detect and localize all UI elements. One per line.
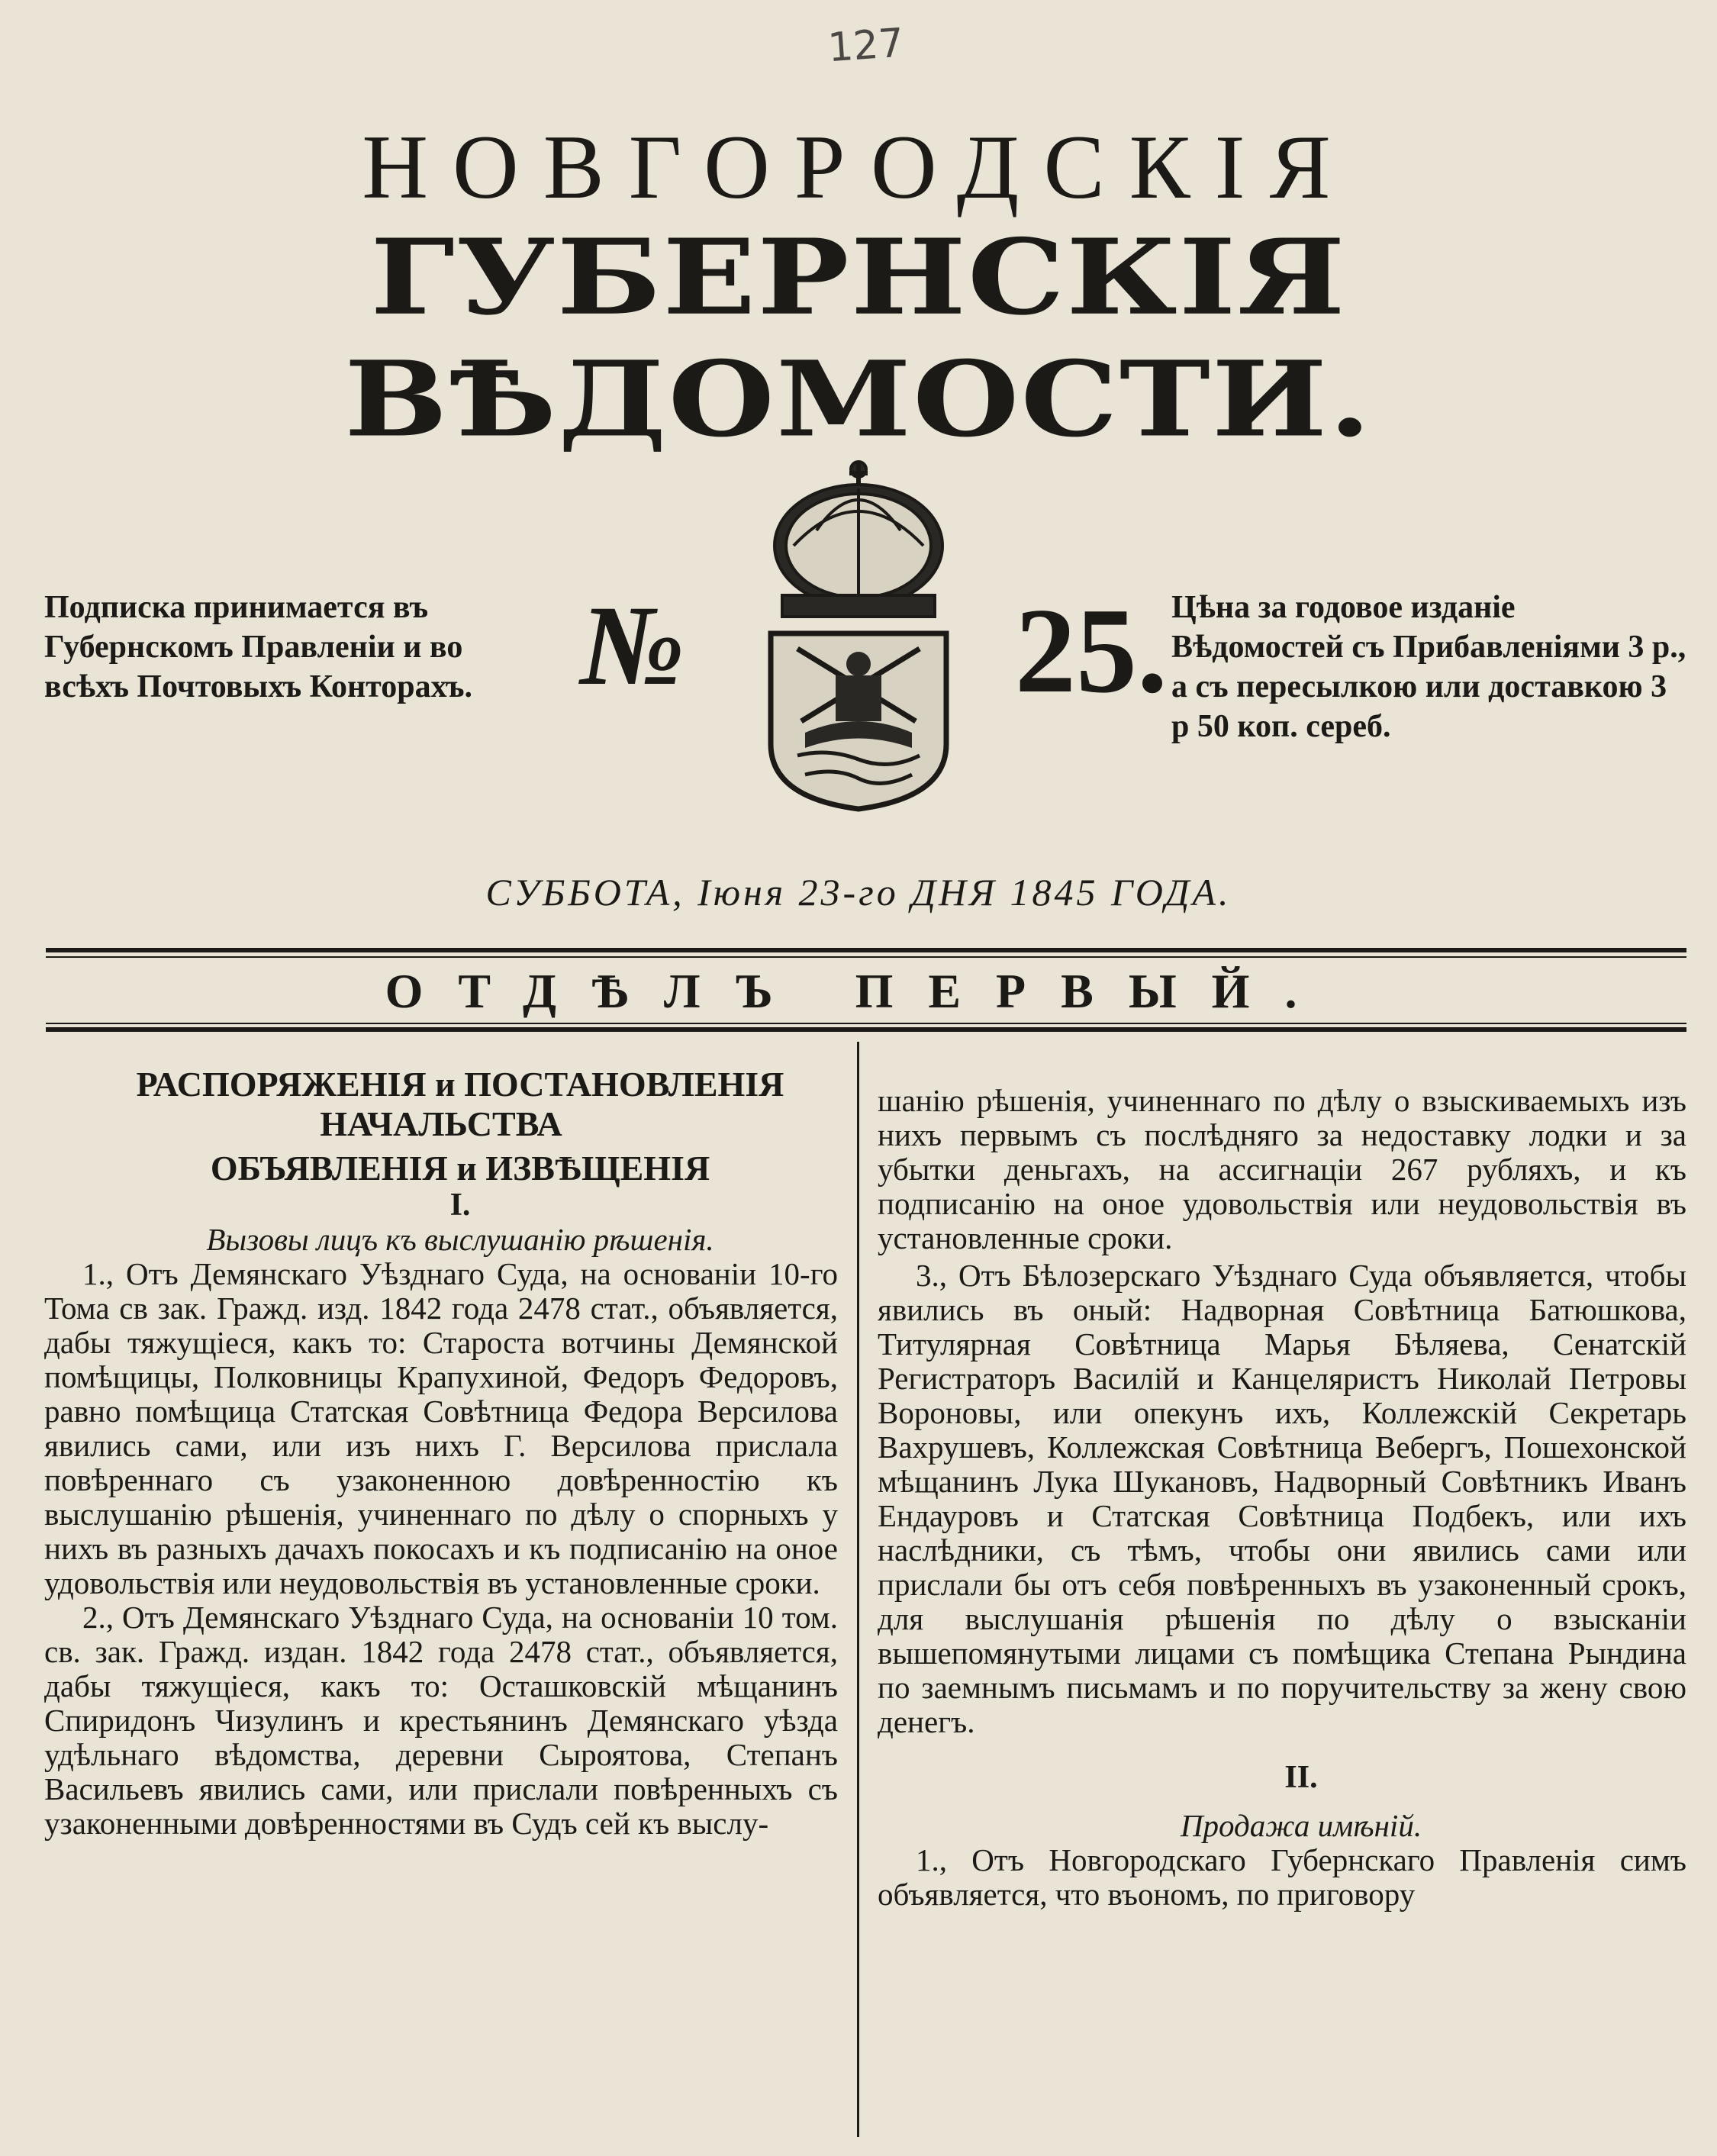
divider-rule [46,948,1686,952]
divider-rule [46,1023,1686,1024]
issue-number-sign: № [580,582,685,709]
divider-rule [46,956,1686,958]
department-heading: ОТДѢЛЪ ПЕРВЫЙ. [385,964,1332,1018]
article-paragraph: 1., Отъ Демянскаго Уѣзднаго Суда, на основаніи 10-го Тома св зак. Гражд. изд. 1842 года 2478 стат., объявляется, дабы тяжущіеся, какъ то: Староста вотчины Демянской помѣщицы, Полковницы Крапухиной, Федоръ Федоровъ, равно помѣщица Статская Совѣтница Федора Версилова явились сами, или изъ нихъ Г. Версилова прислала повѣреннаго съ узаконенною довѣренностію къ выслушанію рѣшенія, учиненнаго по дѣлу о спорныхъ у нихъ въ разныхъ дачахъ покосахъ и къ подписанію на оное удовольствія или неудовольствія въ установленные сроки. [44,1256,838,1600]
divider-rule [46,1027,1686,1032]
subscription-info: Подписка принимается въ Губернскомъ Правленіи и во всѣхъ Почтовыхъ Конторахъ. [44,590,472,704]
article-paragraph: 2., Отъ Демянскаго Уѣзднаго Суда, на основаніи 10 том. св. зак. Гражд. издан. 1842 года 2478 стат., объявляется, дабы тяжущіеся, какъ то: Осташковскій мѣщанинъ Спиридонъ Чизулинъ и крестьянинъ Демянскаго уѣзда удѣльнаго вѣдомства, деревни Сыроятова, Степанъ Васильевъ явились сами, или прислали повѣренныхъ съ узаконенными довѣренностями въ Судъ сей къ выслу- [44,1600,838,1841]
section-roman-numeral: I. [449,1188,471,1223]
column-divider [857,1042,859,2137]
masthead-title-line2: ГУБЕРНСКІЯ ВѢДОМОСТИ. [344,216,1373,460]
section-subtitle: Вызовы лицъ къ выслушанію рѣшенія. [206,1222,714,1257]
article-paragraph: шанію рѣшенія, учиненнаго по дѣлу о взыскиваемыхъ изъ нихъ первымъ съ послѣдняго за недоставку лодки и за убытки деньгахъ, на ассигнаціи 267 рубляхъ, и къ подписанію на оное удовольствія или неудовольствія въ установленные сроки. [878,1083,1686,1255]
article-paragraph: 1., Отъ Новгородскаго Губернскаго Правленія симъ объявляется, что въономъ, по приговору [878,1842,1686,1912]
section-subtitle: Продажа имѣній. [1180,1808,1422,1843]
price-info: Цѣна за годовое изданіе Вѣдомостей съ Прибавленіями 3 р., а съ пересылкою или доставкою 3 р 50 коп. сереб. [1171,590,1686,744]
left-column [44,1065,838,1841]
handwritten-page-number: 127 [826,20,906,72]
section-roman-numeral: II. [1284,1760,1318,1795]
issue-date: СУББОТА, Іюня 23-го ДНЯ 1845 ГОДА. [485,871,1232,914]
issue-number: 25. [1015,582,1168,718]
coat-of-arms-emblem [752,446,965,813]
section-heading-orders: РАСПОРЯЖЕНІЯ и ПОСТАНОВЛЕНІЯ НАЧАЛЬСТВА [136,1065,784,1143]
masthead-title-line1: НОВГОРОДСКІЯ [362,116,1355,218]
section-heading-notices: ОБЪЯВЛЕНІЯ и ИЗВѢЩЕНІЯ [210,1149,710,1188]
shield-icon [771,633,946,809]
crown-icon [775,462,942,617]
right-column [878,1084,1686,1912]
article-paragraph: 3., Отъ Бѣлозерскаго Уѣзднаго Суда объявляется, чтобы явились въ оный: Надворная Совѣтница Батюшкова, Титулярная Совѣтница Марья Бѣляева, Сенатскій Регистраторъ Василій и Канцеляристъ Николай Петровы Вороновы, или опекунъ ихъ, Коллежскій Секретарь Вахрушевъ, Коллежская Совѣтница Вебергъ, Пошехонской мѣщанинъ Лука Шукановъ, Надворный Совѣтникъ Иванъ Ендауровъ и Статская Совѣтница Подбекъ, или ихъ наслѣдники, съ тѣмъ, чтобы они явились сами или прислали бы отъ себя повѣренныхъ въ узаконенный срокъ, для выслушанія рѣшенія по дѣлу о взысканіи вышепомянутыми лицами съ помѣщика Степана Рындина по заемнымъ письмамъ и по поручительству за жену свою денегъ. [878,1258,1686,1739]
